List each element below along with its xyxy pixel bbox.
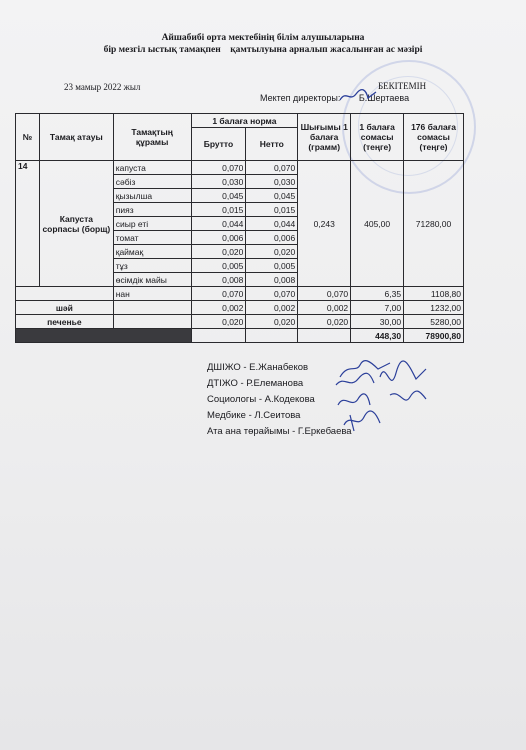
table-row (16, 315, 464, 329)
cell-cost-all: 5280,00 (404, 315, 464, 329)
signature-line: Социологы - А.Кодекова (207, 394, 315, 405)
total-cost-all: 78900,80 (404, 329, 464, 343)
total-empty (246, 329, 298, 343)
cell-dish: Капуста сорпасы (борщ) (39, 161, 113, 287)
cell-brutto: 0,070 (191, 287, 246, 301)
cell-cost-all: 1232,00 (404, 301, 464, 315)
document-title-line2: бір мезгіл ыстық тамақпен қамтылуына арналып жасалынған ас мәзірі (103, 45, 423, 55)
cell-brutto: 0,005 (191, 259, 246, 273)
cell-brutto: 0,015 (191, 203, 246, 217)
document-date: 23 мамыр 2022 жыл (64, 82, 141, 92)
cell-netto: 0,020 (246, 315, 298, 329)
cell-ingredient: тұз (113, 259, 191, 273)
cell-output: 0,020 (298, 315, 351, 329)
header-netto: Нетто (246, 128, 298, 161)
cell-ingredient: томат (113, 231, 191, 245)
cell-netto: 0,045 (246, 189, 298, 203)
cell-output: 0,002 (298, 301, 351, 315)
cell-netto: 0,020 (246, 245, 298, 259)
cell-output: 0,070 (298, 287, 351, 301)
handwritten-signatures (330, 355, 440, 440)
header-brutto: Брутто (191, 128, 246, 161)
cell-netto: 0,070 (246, 287, 298, 301)
table-body (16, 161, 464, 343)
document-title-line1: Айшабибі орта мектебінің білім алушыларына (161, 33, 365, 43)
cell-ingredient: сәбіз (113, 175, 191, 189)
cell-netto: 0,008 (246, 273, 298, 287)
cell-brutto: 0,006 (191, 231, 246, 245)
menu-table (15, 113, 464, 343)
signature-line: ДШІЖО - Е.Жанабеков (207, 362, 309, 373)
cell-netto: 0,002 (246, 301, 298, 315)
cell-brutto: 0,002 (191, 301, 246, 315)
director-label: Мектеп директоры: (260, 93, 341, 103)
cell-brutto: 0,044 (191, 217, 246, 231)
cell-brutto: 0,020 (191, 245, 246, 259)
cell-ingredient: пияз (113, 203, 191, 217)
cell-ingredient: қаймақ (113, 245, 191, 259)
director-signature (338, 88, 378, 104)
cell-ingredient (113, 301, 191, 315)
cell-netto: 0,030 (246, 175, 298, 189)
cell-brutto: 0,020 (191, 315, 246, 329)
director-line (260, 93, 409, 103)
cell-cost-one: 30,00 (351, 315, 404, 329)
cell-num: 14 (16, 161, 40, 287)
header-norm: 1 балаға норма (191, 114, 298, 128)
cell-ingredient: қызылша (113, 189, 191, 203)
total-filler (16, 329, 192, 343)
cell-netto: 0,015 (246, 203, 298, 217)
table-row (16, 301, 464, 315)
cell-cost-all: 1108,80 (404, 287, 464, 301)
total-empty (191, 329, 246, 343)
signature-line: Ата ана төрайымы - Г.Еркебаева (207, 426, 352, 437)
cell-ingredient: сиыр еті (113, 217, 191, 231)
director-name: Б.Шертаева (358, 93, 410, 103)
cell-dish: печенье (16, 315, 114, 329)
cell-brutto: 0,045 (191, 189, 246, 203)
total-cost-one: 448,30 (351, 329, 404, 343)
cell-brutto: 0,070 (191, 161, 246, 175)
header-composition: Тамақтың құрамы (113, 114, 191, 161)
cell-netto: 0,070 (246, 161, 298, 175)
cell-ingredient: нан (113, 287, 191, 301)
table-header-row (16, 114, 464, 128)
approval-label: БЕКІТЕМІН (378, 81, 427, 91)
cell-netto: 0,005 (246, 259, 298, 273)
signature-line: Медбике - Л.Сеитова (207, 410, 301, 421)
cell-output: 0,243 (298, 161, 351, 287)
cell-dish: шәй (16, 301, 114, 315)
total-row (16, 329, 464, 343)
header-num: № (16, 114, 40, 161)
total-empty (298, 329, 351, 343)
cell-brutto: 0,008 (191, 273, 246, 287)
cell-netto: 0,006 (246, 231, 298, 245)
cell-netto: 0,044 (246, 217, 298, 231)
signature-line: ДТІЖО - Р.Елеманова (207, 378, 304, 389)
cell-cost-one: 6,35 (351, 287, 404, 301)
table-row (16, 161, 464, 175)
header-dish: Тамақ атауы (39, 114, 113, 161)
cell-ingredient (113, 315, 191, 329)
cell-cost-one: 7,00 (351, 301, 404, 315)
cell-cost-all: 71280,00 (404, 161, 464, 287)
cell-cost-one: 405,00 (351, 161, 404, 287)
cell-ingredient: өсімдік майы (113, 273, 191, 287)
header-cost-one: 1 балаға сомасы (теңге) (351, 114, 404, 161)
cell-ingredient: капуста (113, 161, 191, 175)
cell-dish (16, 287, 114, 301)
header-output: Шығымы 1 балаға (грамм) (298, 114, 351, 161)
header-cost-all: 176 балаға сомасы (теңге) (404, 114, 464, 161)
table-row (16, 287, 464, 301)
cell-brutto: 0,030 (191, 175, 246, 189)
